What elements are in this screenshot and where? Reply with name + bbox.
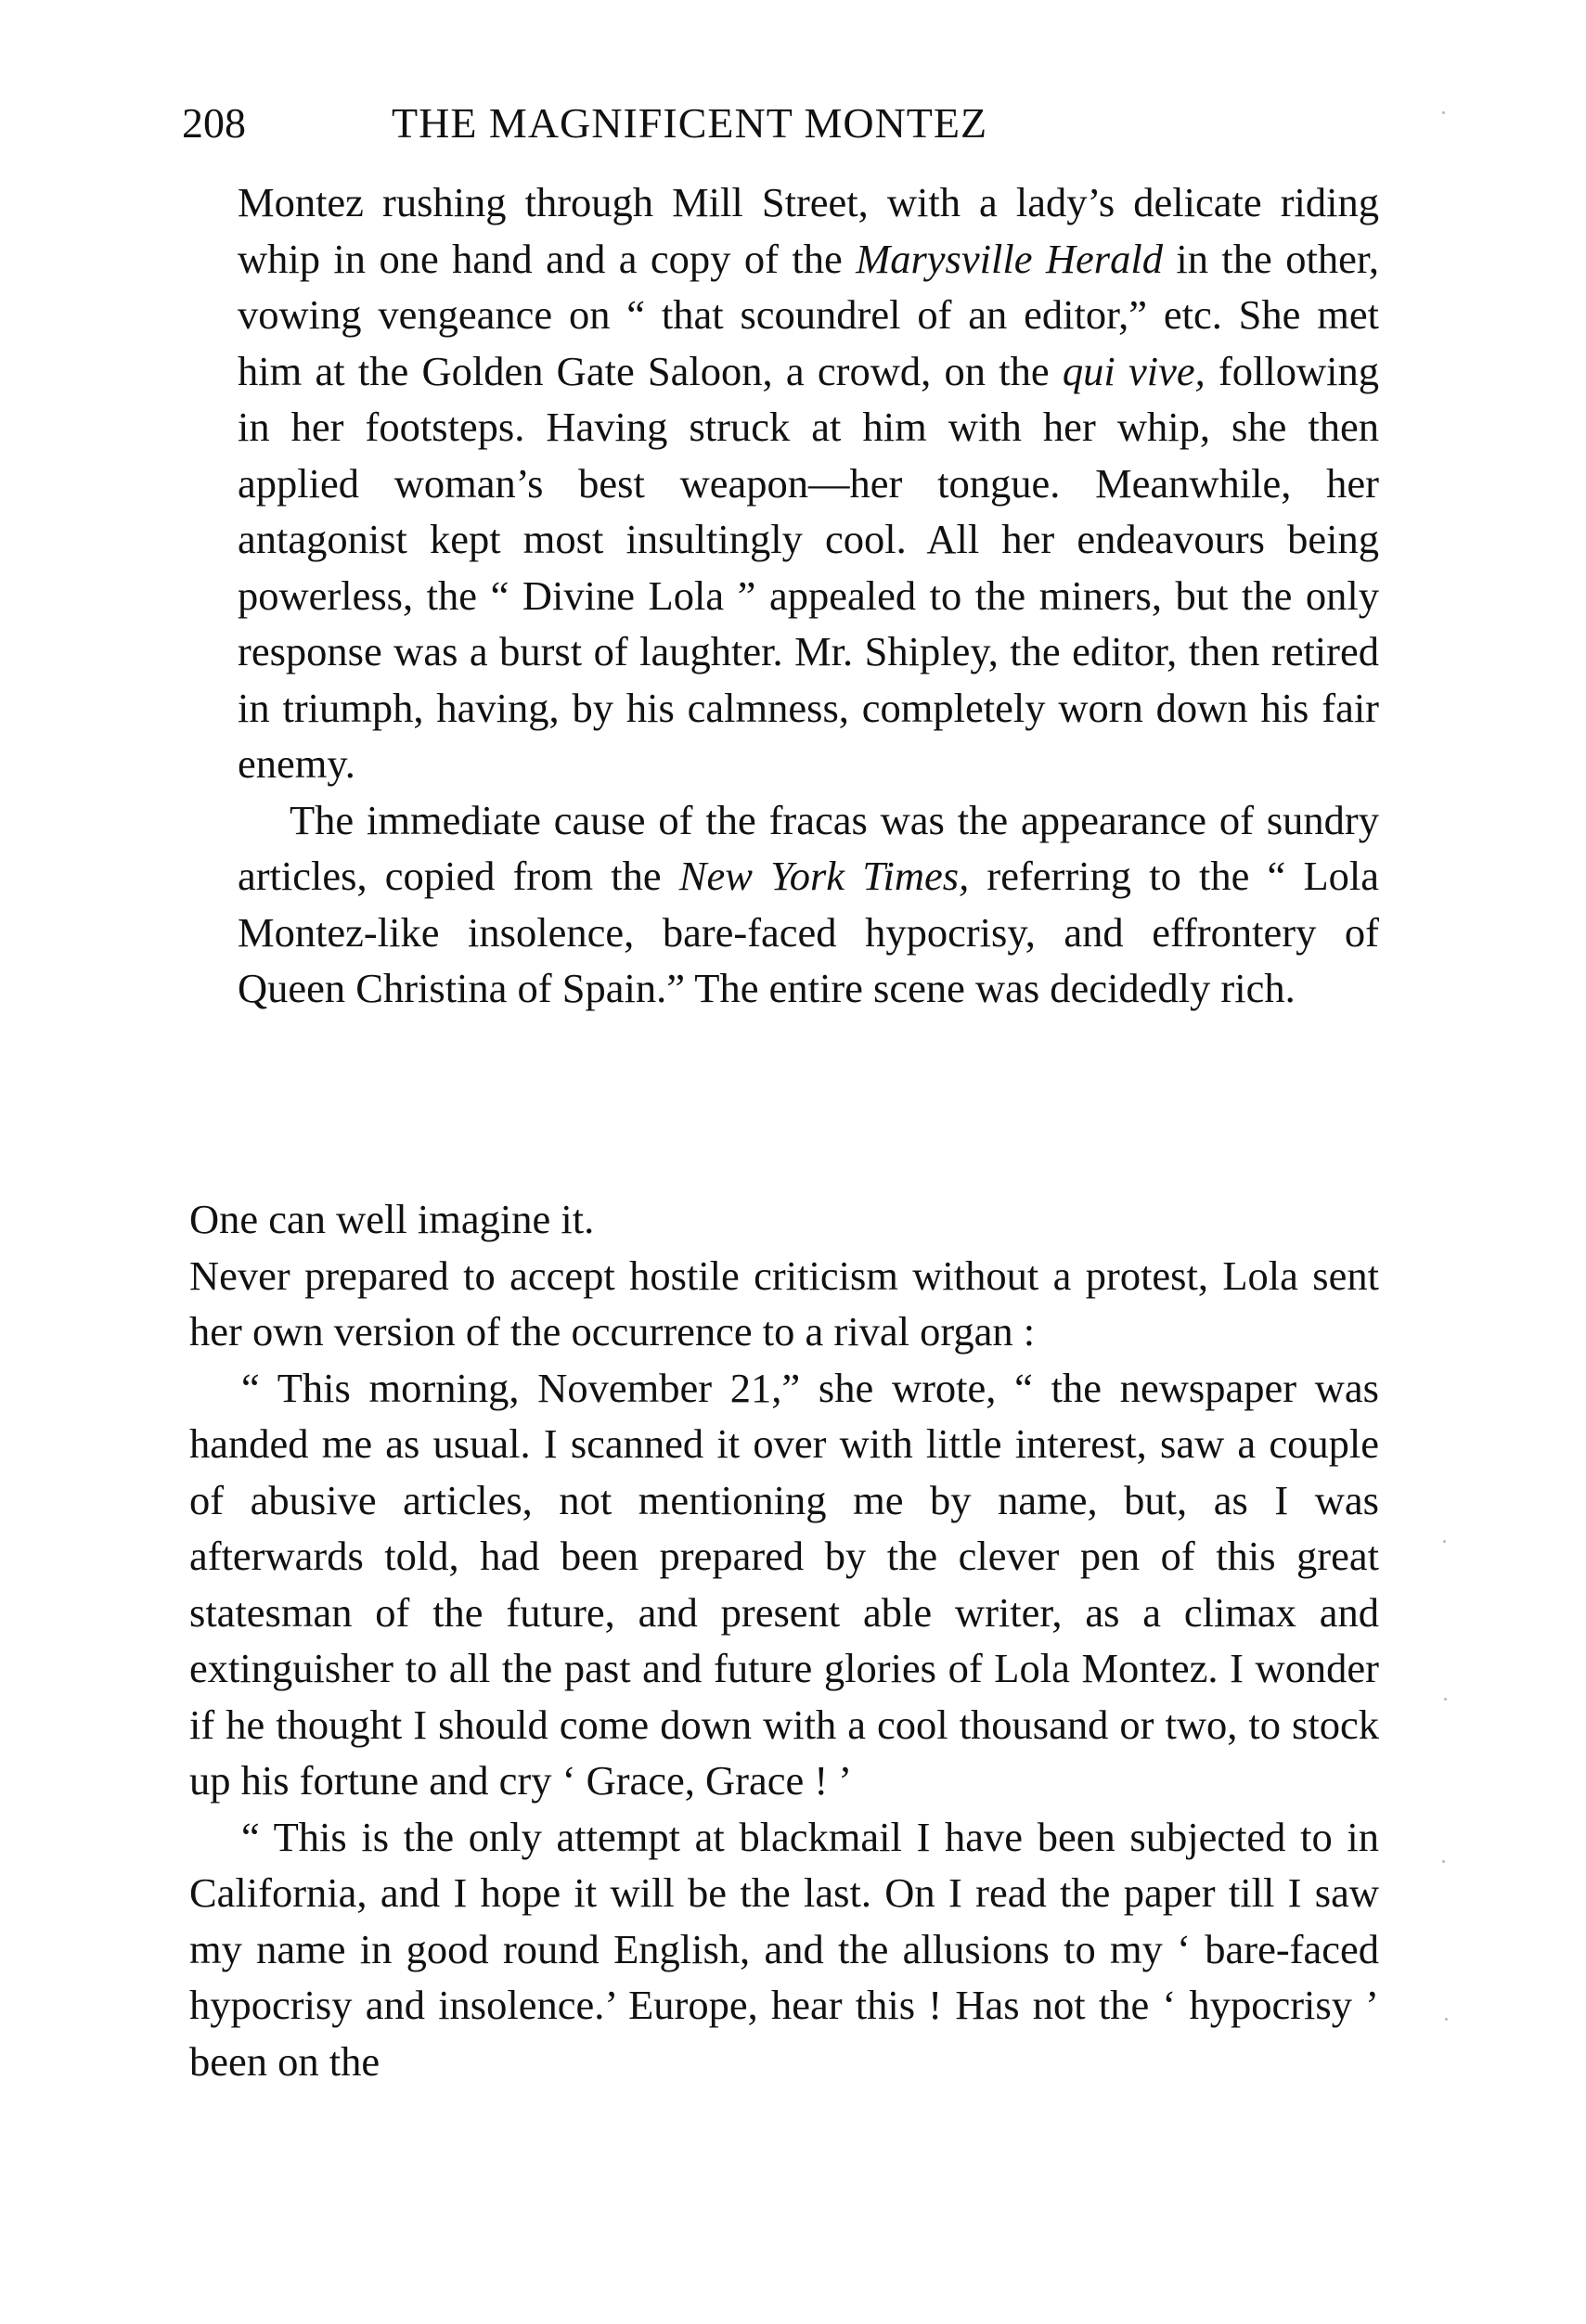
- quote-paragraph-1: [238, 174, 1379, 792]
- newspaper-title-italic: Marysville Herald: [856, 235, 1163, 282]
- speck: [1445, 2018, 1448, 2021]
- quote-segment: in the other, vowing vengeance on “ that scoundrel of an editor,” etc. She met him at the Golden Gate Saloon, a crowd, on the: [238, 235, 1379, 394]
- margin-specks: [1442, 74, 1448, 2264]
- running-head: [182, 91, 1184, 156]
- body-paragraph-3: “ This morning, November 21,” she wrote, “ the newspaper was handed me as usual. I scanned it over with little interest, saw a couple of abusive articles, not mentioning me by name, but, as I was afterwards told, had been prepared by the clever pen of this great statesman of the future, and present able writer, as a climax and extinguisher to all the past and future glories of Lola Montez. I wonder if he thought I should come down with a cool thousand or two, to stock up his fortune and cry ‘ Grace, Grace ! ’: [189, 1364, 1379, 1804]
- speck: [1442, 111, 1445, 114]
- body-text: [189, 1191, 1379, 2089]
- quote-segment: referring to the “ Lola Montez-like insolence, bare-faced hypocrisy, and effrontery of Queen Christina of Spain.” The entire scene was decidedly rich.: [238, 853, 1379, 1011]
- speck: [1442, 1860, 1445, 1863]
- block-quote: [238, 174, 1379, 1017]
- newspaper-title-italic: New York Times,: [678, 853, 970, 899]
- body-paragraph-2: Never prepared to accept hostile criticism without a protest, Lola sent her own version of the occurrence to a rival organ :: [189, 1252, 1379, 1355]
- body-paragraph-1: One can well imagine it.: [189, 1196, 595, 1242]
- page-number: 208: [182, 99, 246, 147]
- speck: [1444, 1698, 1447, 1701]
- quote-paragraph-2: [238, 792, 1379, 1017]
- quote-segment: The immediate cause of the fracas was the appearance of sundry articles, copied from the: [238, 796, 1379, 899]
- quote-segment: Montez rushing through Mill Street, with a lady’s delicate riding whip in one hand and a copy of the: [238, 179, 1379, 282]
- phrase-italic: qui vive,: [1062, 347, 1206, 394]
- quote-segment: following in her footsteps. Having struck at him with her whip, she then applied woman’s best weapon—her tongue. Meanwhile, her antagonist kept most insultingly cool. All her endeavours being powerless, the “ Divine Lola ” appealed to the miners, but the only response was a burst of laughter. Mr. Shipley, the editor, then retired in triumph, having, by his calmness, completely worn down his fair enemy.: [238, 347, 1380, 787]
- body-paragraph-4: “ This is the only attempt at blackmail I have been subjected to in California, and I hope it will be the last. On I read the paper till I saw my name in good round English, and the allusions to my ‘ bare-faced hypocrisy and insolence.’ Europe, hear this ! Has not the ‘ hypocrisy ’ been on the: [189, 1813, 1379, 2085]
- speck: [1443, 1540, 1446, 1543]
- running-title: THE MAGNIFICENT MONTEZ: [392, 99, 988, 147]
